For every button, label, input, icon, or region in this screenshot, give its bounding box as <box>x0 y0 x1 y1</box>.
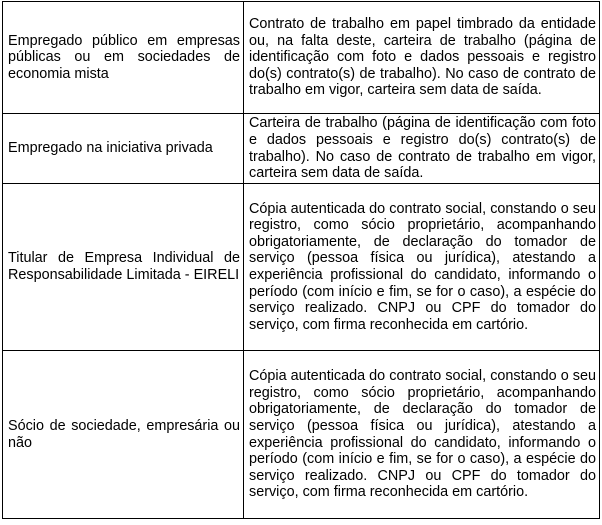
category-cell: Empregado público em empresas públicas ou em sociedades de economia mista <box>3 2 244 114</box>
documents-cell: Carteira de trabalho (página de identificação com foto e dados pessoais e registro do(s) contrato(s) de trabalho). No caso de contrato de trabalho em vigor, carteira sem data de saída. <box>244 114 600 184</box>
category-cell: Titular de Empresa Individual de Responsabilidade Limitada - EIRELI <box>3 184 244 351</box>
documents-cell: Cópia autenticada do contrato social, constando o seu registro, como sócio proprietário, acompanhando obrigatoriamente, de declaração do tomador de serviço (pessoa física ou jurídica), atestando a experiência profissional do candidato, informando o período (com início e fim, se for o caso), a espécie do serviço realizado. CNPJ ou CPF do tomador do serviço, com firma reconhecida em cartório. <box>244 184 600 351</box>
table-row <box>3 2 600 114</box>
category-cell: Sócio de sociedade, empresária ou não <box>3 351 244 519</box>
table-row <box>3 351 600 519</box>
category-cell: Empregado na iniciativa privada <box>3 114 244 184</box>
requirements-table <box>2 1 600 519</box>
documents-cell: Contrato de trabalho em papel timbrado da entidade ou, na falta deste, carteira de trabalho (página de identificação com foto e dados pessoais e registro do(s) contrato(s) de trabalho). No caso de contrato de trabalho em vigor, carteira sem data de saída. <box>244 2 600 114</box>
table-row <box>3 184 600 351</box>
table-row <box>3 114 600 184</box>
documents-cell: Cópia autenticada do contrato social, constando o seu registro, como sócio proprietário, acompanhando obrigatoriamente, de declaração do tomador de serviço (pessoa física ou jurídica), atestando a experiência profissional do candidato, informando o período (com início e fim, se for o caso), a espécie do serviço realizado. CNPJ ou CPF do tomador do serviço, com firma reconhecida em cartório. <box>244 351 600 519</box>
